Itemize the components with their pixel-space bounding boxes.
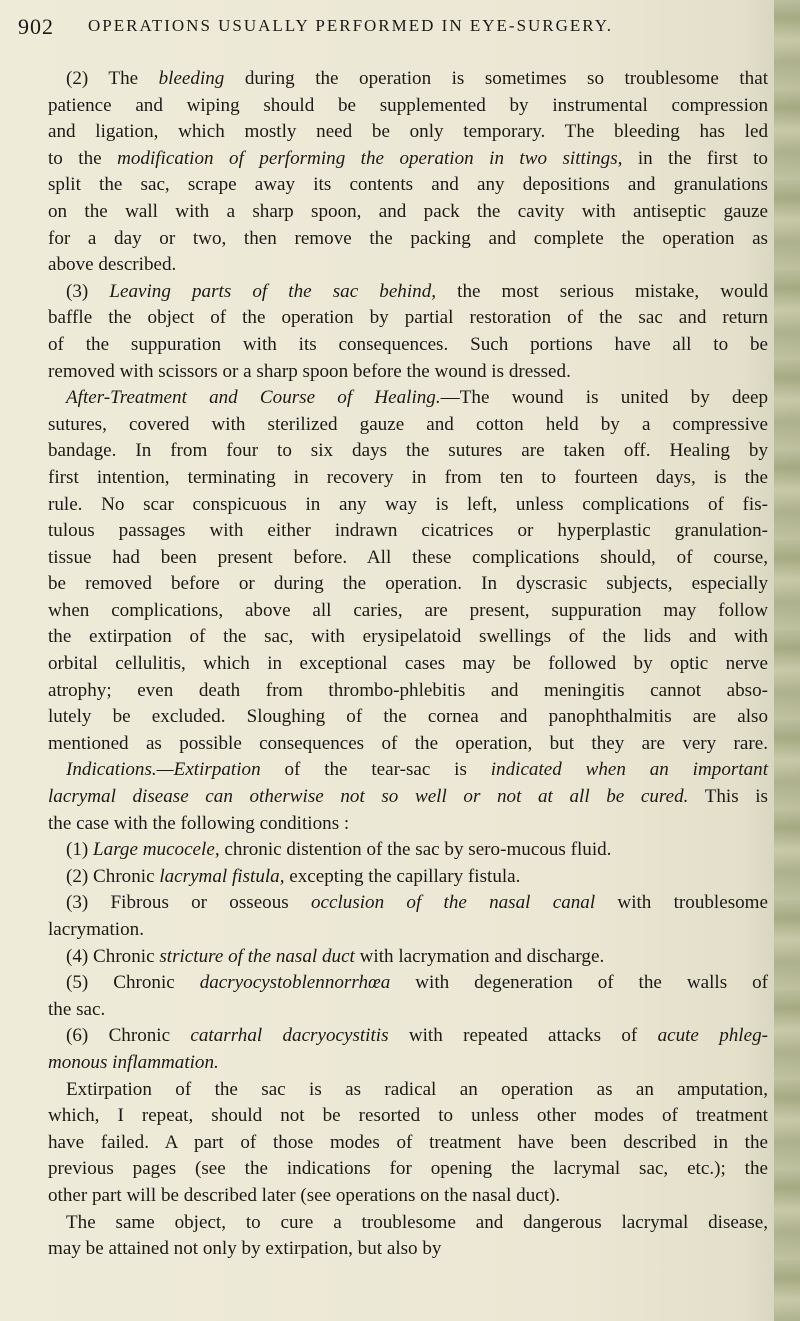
text-line: sutures, covered with sterilized gauze and cotton held by a compressive	[48, 413, 768, 435]
body-text	[48, 66, 768, 1263]
text-line: (3) Leaving parts of the sac behind, the most serious mistake, would	[66, 280, 768, 302]
text-line: rule. No scar conspicuous in any way is left, unless complications of fis-	[48, 493, 768, 515]
running-header	[18, 14, 778, 50]
text-line: atrophy; even death from thrombo-phlebitis and meningitis cannot abso-	[48, 679, 768, 701]
text-line: on the wall with a sharp spoon, and pack the cavity with antiseptic gauze	[48, 200, 768, 222]
text-line: bandage. In from four to six days the sutures are taken off. Healing by	[48, 440, 768, 462]
text-line: After-Treatment and Course of Healing.—The wound is united by deep	[66, 387, 768, 409]
text-line: lacrymal disease can otherwise not so well or not at all be cured. This is	[48, 786, 768, 808]
text-line: (1) Large mucocele, chronic distention of the sac by sero-mucous fluid.	[66, 839, 612, 861]
text-line: to the modification of performing the operation in two sittings, in the first to	[48, 147, 768, 169]
text-line: Indications.—Extirpation of the tear-sac is indicated when an important	[66, 759, 768, 781]
running-title: OPERATIONS USUALLY PERFORMED IN EYE-SURGERY.	[88, 16, 614, 35]
text-line: The same object, to cure a troublesome and dangerous lacrymal disease,	[66, 1211, 768, 1233]
text-line: when complications, above all caries, are present, suppuration may follow	[48, 599, 768, 621]
text-line: (6) Chronic catarrhal dacryocystitis with repeated attacks of acute phleg-	[66, 1025, 768, 1047]
text-line: split the sac, scrape away its contents and any depositions and granulations	[48, 174, 768, 196]
text-line: other part will be described later (see operations on the nasal duct).	[48, 1184, 561, 1206]
text-line: (4) Chronic stricture of the nasal duct with lacrymation and discharge.	[66, 945, 605, 967]
text-line: (2) The bleeding during the operation is sometimes so troublesome that	[66, 68, 769, 89]
text-line: (5) Chronic dacryocystoblennorrhœa with degeneration of the walls of	[66, 972, 768, 994]
text-line: tissue had been present before. All these complications should, of course,	[48, 546, 768, 568]
text-line: have failed. A part of those modes of treatment have been described in the	[48, 1131, 768, 1153]
text-line: for a day or two, then remove the packing and complete the operation as	[48, 227, 768, 249]
page-edge-shadow	[774, 0, 800, 1321]
text-line: the case with the following conditions :	[48, 812, 350, 834]
text-line: which, I repeat, should not be resorted to unless other modes of treatment	[48, 1105, 768, 1127]
text-line: previous pages (see the indications for opening the lacrymal sac, etc.); the	[48, 1158, 768, 1180]
text-line: patience and wiping should be supplemented by instrumental compression	[48, 94, 768, 116]
text-line: removed with scissors or a sharp spoon before the wound is dressed.	[48, 360, 571, 382]
text-line: lutely be excluded. Sloughing of the cornea and panophthalmitis are also	[48, 706, 768, 728]
text-line: first intention, terminating in recovery in from ten to fourteen days, is the	[48, 466, 768, 488]
text-line: of the suppuration with its consequences. Such portions have all to be	[48, 333, 768, 355]
text-line: (3) Fibrous or osseous occlusion of the nasal canal with troublesome	[66, 892, 769, 914]
text-line: mentioned as possible consequences of the operation, but they are very rare.	[48, 732, 768, 754]
text-line: be removed before or during the operation. In dyscrasic subjects, especially	[48, 573, 768, 595]
page-number: 902	[18, 14, 54, 39]
text-line: the extirpation of the sac, with erysipelatoid swellings of the lids and with	[48, 626, 768, 648]
text-line: may be attained not only by extirpation, but also by	[48, 1238, 442, 1260]
text-line: (2) Chronic lacrymal fistula, excepting the capillary fistula.	[66, 865, 521, 887]
text-line: Extirpation of the sac is as radical an operation as an amputation,	[66, 1078, 768, 1100]
text-line: baffle the object of the operation by partial restoration of the sac and return	[48, 307, 768, 329]
text-line: orbital cellulitis, which in exceptional cases may be followed by optic nerve	[48, 653, 768, 675]
text-line: and ligation, which mostly need be only temporary. The bleeding has led	[48, 121, 768, 143]
text-line: tulous passages with either indrawn cicatrices or hyperplastic granulation-	[48, 520, 768, 542]
text-line: lacrymation.	[48, 919, 144, 940]
text-line: monous inflammation.	[48, 1051, 219, 1073]
text-line: above described.	[48, 254, 177, 276]
text-line: the sac.	[48, 998, 106, 1020]
